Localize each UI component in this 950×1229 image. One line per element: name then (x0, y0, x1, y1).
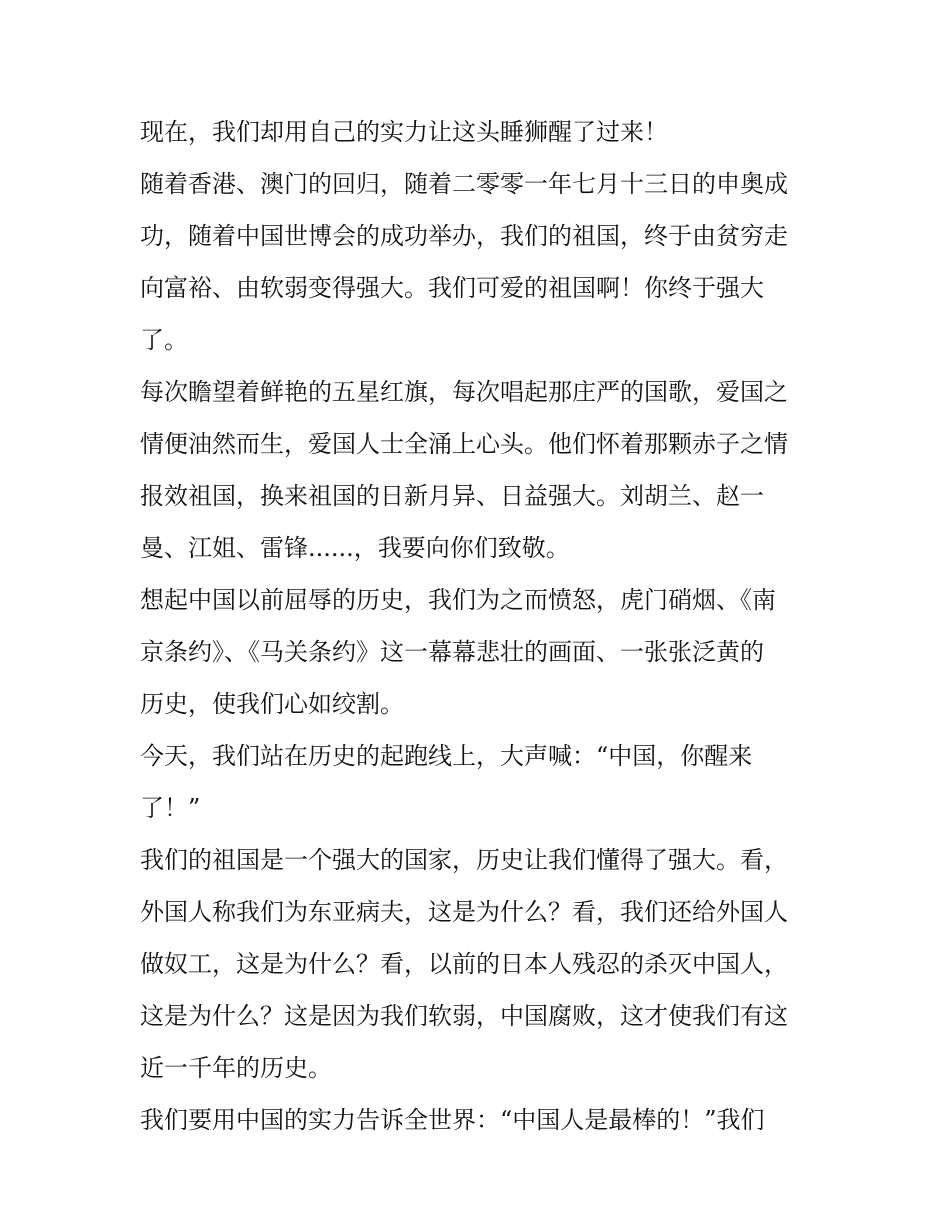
body-text (140, 106, 820, 1146)
text-line: 我们要用中国的实力告诉全世界：“中国人是最棒的！”我们 (140, 1106, 765, 1134)
text-line: 我们的祖国是一个强大的国家，历史让我们懂得了强大。看， (140, 846, 788, 874)
text-line: 这是为什么？这是因为我们软弱，中国腐败，这才使我们有这 (140, 1002, 788, 1030)
text-line: 每次瞻望着鲜艳的五星红旗，每次唱起那庄严的国歌，爱国之 (140, 378, 788, 406)
text-line: 想起中国以前屈辱的历史，我们为之而愤怒，虎门硝烟、《南 (140, 586, 776, 614)
text-line: 随着香港、澳门的回归，随着二零零一年七月十三日的申奥成 (140, 170, 788, 198)
text-line: 曼、江姐、雷锋......，我要向你们致敬。 (140, 534, 570, 562)
text-line: 外国人称我们为东亚病夫，这是为什么？看，我们还给外国人 (140, 898, 788, 926)
text-line: 情便油然而生，爱国人士全涌上心头。他们怀着那颗赤子之情 (140, 430, 788, 458)
text-line: 现在，我们却用自己的实力让这头睡狮醒了过来！ (140, 118, 668, 146)
text-line: 今天，我们站在历史的起跑线上，大声喊：“中国，你醒来 (140, 742, 753, 770)
text-line: 了。 (140, 326, 188, 354)
text-line: 向富裕、由软弱变得强大。我们可爱的祖国啊！你终于强大 (140, 274, 764, 302)
text-line: 做奴工，这是为什么？看，以前的日本人残忍的杀灭中国人， (140, 950, 788, 978)
text-line: 了！” (140, 794, 201, 822)
text-line: 近一千年的历史。 (140, 1054, 332, 1082)
text-line: 京条约》、《马关条约》这一幕幕悲壮的画面、一张张泛黄的 (140, 638, 764, 666)
text-line: 历史，使我们心如绞割。 (140, 690, 404, 718)
text-line: 报效祖国，换来祖国的日新月异、日益强大。刘胡兰、赵一 (140, 482, 764, 510)
text-line: 功，随着中国世博会的成功举办，我们的祖国，终于由贫穷走 (140, 222, 788, 250)
